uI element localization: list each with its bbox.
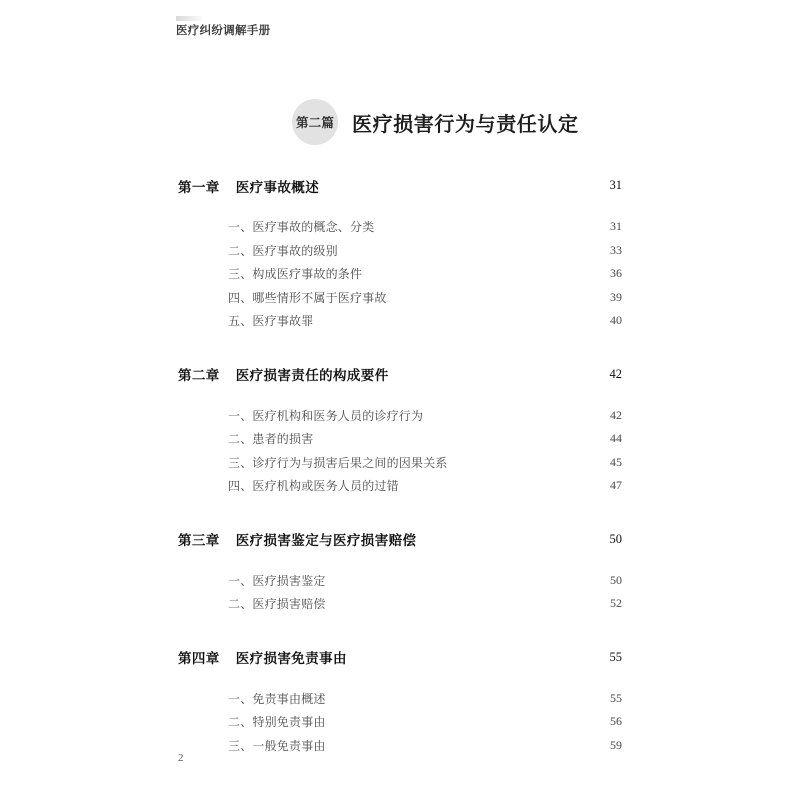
spacer bbox=[0, 498, 800, 524]
toc-section-title: 三、一般免责事由 bbox=[228, 738, 326, 753]
dot-leader bbox=[405, 485, 598, 486]
toc-chapter-page-number: 55 bbox=[609, 649, 622, 664]
toc-section-title: 一、医疗事故的概念、分类 bbox=[228, 220, 375, 235]
toc-section-page-number: 47 bbox=[610, 478, 622, 493]
book-title: 医疗纠纷调解手册 bbox=[176, 25, 271, 37]
toc-section-page-number: 31 bbox=[610, 219, 622, 234]
dot-leader bbox=[380, 226, 598, 227]
header-rule-mark bbox=[176, 16, 202, 21]
toc-section-title: 三、诊疗行为与损害后果之间的因果关系 bbox=[228, 455, 448, 470]
dot-leader bbox=[329, 185, 598, 186]
page-folio: 2 bbox=[178, 752, 184, 764]
dot-leader bbox=[332, 698, 598, 699]
running-header bbox=[176, 16, 476, 38]
toc-section-title: 一、免责事由概述 bbox=[228, 691, 326, 706]
toc-section-row[interactable] bbox=[0, 687, 800, 711]
toc-section-title: 五、医疗事故罪 bbox=[228, 314, 314, 329]
toc-section-page-number: 33 bbox=[610, 242, 622, 257]
dot-leader bbox=[429, 415, 598, 416]
toc-section-row[interactable] bbox=[0, 710, 800, 734]
toc-chapter-page-number: 50 bbox=[609, 531, 622, 546]
toc-section-row[interactable] bbox=[0, 404, 800, 428]
dot-leader bbox=[332, 721, 598, 722]
spacer bbox=[0, 616, 800, 642]
toc-section-row[interactable] bbox=[0, 309, 800, 333]
toc-section-page-number: 55 bbox=[610, 690, 622, 705]
spacer bbox=[0, 390, 800, 404]
toc-chapter-row[interactable] bbox=[0, 170, 800, 201]
dot-leader bbox=[344, 250, 598, 251]
spacer bbox=[0, 673, 800, 687]
toc-section-title: 四、医疗机构或医务人员的过错 bbox=[228, 479, 399, 494]
toc-chapter-page-number: 42 bbox=[609, 366, 622, 381]
toc-chapter-number: 第一章 bbox=[178, 179, 220, 195]
toc-section-row[interactable] bbox=[0, 239, 800, 263]
dot-leader bbox=[357, 657, 598, 658]
toc-section-page-number: 56 bbox=[610, 714, 622, 729]
toc-chapter-number: 第二章 bbox=[178, 368, 220, 383]
toc-chapter-group bbox=[0, 524, 800, 642]
dot-leader bbox=[426, 539, 598, 540]
table-of-contents bbox=[0, 170, 800, 757]
toc-section-row[interactable] bbox=[0, 215, 800, 239]
part-badge-label: 第二篇 bbox=[295, 116, 335, 130]
dot-leader bbox=[368, 273, 598, 274]
toc-section-title: 四、哪些情形不属于医疗事故 bbox=[228, 290, 387, 305]
toc-section-page-number: 36 bbox=[610, 266, 622, 281]
toc-chapter-row[interactable] bbox=[0, 642, 800, 673]
toc-section-page-number: 44 bbox=[610, 431, 622, 446]
toc-chapter-row[interactable] bbox=[0, 524, 800, 555]
dot-leader bbox=[332, 580, 598, 581]
toc-section-title: 二、特别免责事由 bbox=[228, 715, 326, 730]
toc-section-page-number: 40 bbox=[610, 313, 622, 328]
toc-chapter-title: 医疗损害责任的构成要件 bbox=[235, 368, 389, 383]
toc-section-row[interactable] bbox=[0, 427, 800, 451]
toc-section-page-number: 59 bbox=[610, 737, 622, 752]
part-badge bbox=[292, 99, 338, 145]
toc-section-row[interactable] bbox=[0, 451, 800, 475]
toc-section-title: 一、医疗损害鉴定 bbox=[228, 573, 326, 588]
toc-section-title: 三、构成医疗事故的条件 bbox=[228, 267, 363, 282]
toc-section-page-number: 39 bbox=[610, 289, 622, 304]
toc-chapter-number: 第四章 bbox=[178, 651, 220, 666]
spacer bbox=[0, 201, 800, 215]
dot-leader bbox=[454, 462, 598, 463]
dot-leader bbox=[332, 603, 598, 604]
toc-section-row[interactable] bbox=[0, 262, 800, 286]
toc-section-row[interactable] bbox=[0, 734, 800, 758]
toc-section-row[interactable] bbox=[0, 592, 800, 616]
toc-section-title: 一、医疗机构和医务人员的诊疗行为 bbox=[228, 408, 424, 423]
toc-chapter-number: 第三章 bbox=[178, 533, 220, 548]
toc-section-title: 二、患者的损害 bbox=[228, 432, 314, 447]
toc-chapter-title: 医疗损害鉴定与医疗损害赔偿 bbox=[235, 533, 417, 548]
toc-chapter-group bbox=[0, 642, 800, 758]
toc-chapter-row[interactable] bbox=[0, 359, 800, 390]
toc-section-page-number: 45 bbox=[610, 454, 622, 469]
spacer bbox=[0, 333, 800, 359]
toc-section-title: 二、医疗事故的级别 bbox=[228, 243, 338, 258]
toc-chapter-group bbox=[0, 170, 800, 359]
toc-section-row[interactable] bbox=[0, 474, 800, 498]
toc-chapter-title: 医疗损害免责事由 bbox=[235, 651, 347, 666]
toc-section-page-number: 50 bbox=[610, 572, 622, 587]
toc-chapter-page-number: 31 bbox=[609, 178, 622, 192]
dot-leader bbox=[319, 320, 598, 321]
toc-section-page-number: 52 bbox=[610, 596, 622, 611]
dot-leader bbox=[393, 297, 598, 298]
toc-chapter-title: 医疗事故概述 bbox=[235, 179, 320, 195]
dot-leader bbox=[319, 438, 598, 439]
toc-section-row[interactable] bbox=[0, 286, 800, 310]
part-banner bbox=[292, 99, 579, 145]
dot-leader bbox=[399, 374, 598, 375]
toc-section-title: 二、医疗损害赔偿 bbox=[228, 597, 326, 612]
spacer bbox=[0, 555, 800, 569]
toc-section-page-number: 42 bbox=[610, 407, 622, 422]
part-title: 医疗损害行为与责任认定 bbox=[352, 113, 579, 136]
toc-chapter-group bbox=[0, 359, 800, 524]
dot-leader bbox=[332, 745, 598, 746]
toc-section-row[interactable] bbox=[0, 569, 800, 593]
